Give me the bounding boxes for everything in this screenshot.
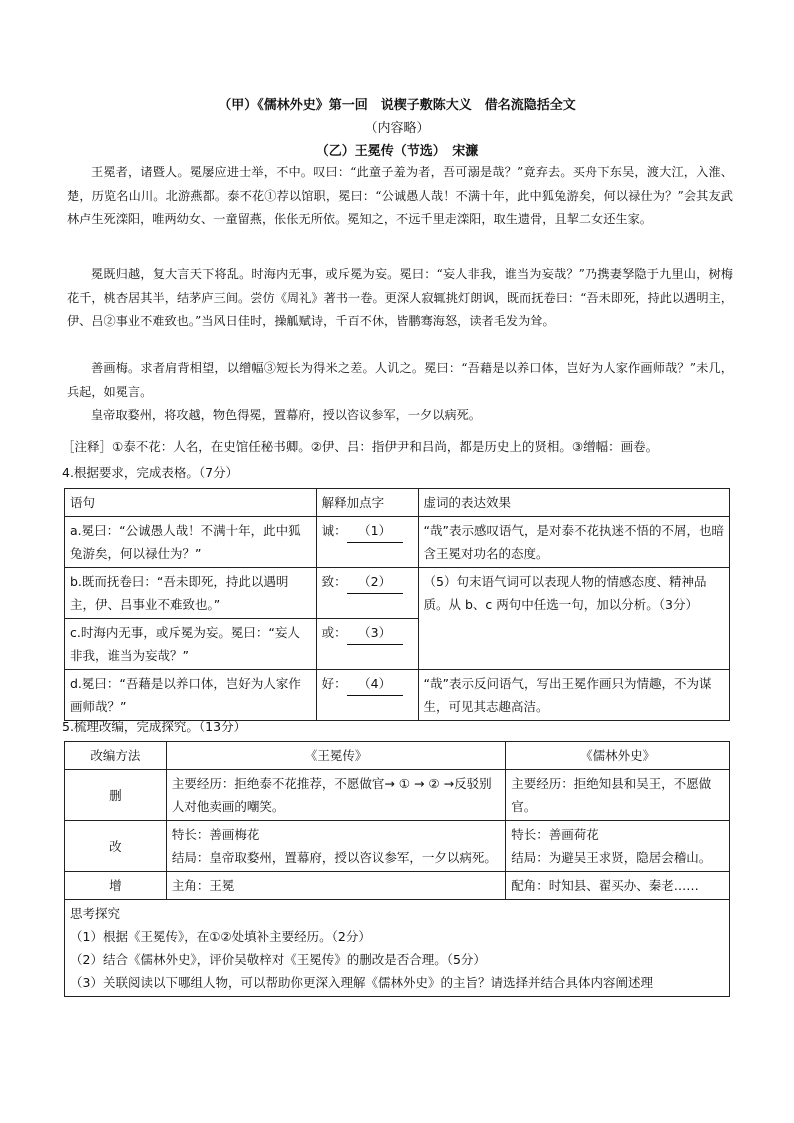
- rulin-add: 配角：时知县、翟买办、秦老……: [506, 872, 730, 900]
- header-wang: 《王冕传》: [166, 742, 505, 770]
- header-effect: 虚词的表达效果: [418, 489, 729, 517]
- sentence-d: d.冕曰：“吾藉是以养口体，岂好为人家作画师哉？”: [65, 670, 317, 721]
- table-header-row: [65, 742, 730, 770]
- header-word: 解释加点字: [316, 489, 418, 517]
- answer-blank-1[interactable]: （1）: [347, 519, 403, 543]
- method-add: 增: [65, 872, 167, 900]
- answer-blank-2[interactable]: （2）: [347, 570, 403, 594]
- word-cell-a: [316, 517, 418, 568]
- table-row: [65, 670, 730, 721]
- wang-add: 主角：王冕: [166, 872, 505, 900]
- rulin-change: 特长：善画荷花 结局：为避吴王求贤，隐居会稽山。: [506, 821, 730, 872]
- think-cell: [65, 900, 730, 997]
- word-label: 致：: [321, 574, 347, 589]
- question-4-heading: 4.根据要求，完成表格。（7分）: [62, 465, 239, 480]
- table-row: [65, 821, 730, 872]
- effect-d: “哉”表示反问语气，写出王冕作画只为情趣，不为谋生，可见其志趣高洁。: [418, 670, 729, 721]
- passage-paragraph-3: 善画梅。求者肩背相望，以缯幅③短长为得米之差。人讥之。冕曰：“吾藉是以养口体，岂好为人家作画师哉？”未几，兵起，如冕言。: [67, 361, 733, 399]
- passage-paragraph-4: 皇帝取婺州，将攻越，物色得冕，置幕府，授以咨议参军，一夕以病死。: [91, 408, 481, 422]
- question-5-table: [64, 741, 730, 997]
- wang-delete[interactable]: 主要经历：拒绝泰不花推荐，不愿做官→ ① → ② →反驳别人对他卖画的嘲笑。: [166, 770, 505, 821]
- method-change: 改: [65, 821, 167, 872]
- header-rulin: 《儒林外史》: [506, 742, 730, 770]
- method-delete: 删: [65, 770, 167, 821]
- think-item-3: （3）关联阅读以下哪组人物，可以帮助你更深入理解《儒林外史》的主旨？请选择并结合具体内容阐述理: [70, 975, 653, 990]
- word-label: 好：: [321, 676, 347, 691]
- word-label: 诚：: [321, 523, 347, 538]
- header-sentence: 语句: [65, 489, 317, 517]
- rulin-delete: 主要经历：拒绝知县和吴王，不愿做官。: [506, 770, 730, 821]
- sentence-c: c.时海内无事，或斥冕为妄。冕曰：“妄人非我，谁当为妄哉？”: [65, 619, 317, 670]
- word-cell-b: [316, 568, 418, 619]
- answer-blank-3[interactable]: （3）: [347, 621, 403, 645]
- answer-blank-4[interactable]: （4）: [347, 672, 403, 696]
- think-item-1: （1）根据《王冕传》，在①②处填补主要经历。（2分）: [70, 929, 371, 944]
- question-4-table: [64, 488, 730, 721]
- word-label: 或：: [321, 625, 347, 640]
- table-row: [65, 770, 730, 821]
- table-row: [65, 517, 730, 568]
- effect-a: “哉”表示感叹语气，是对泰不花执迷不悟的不屑，也暗含王冕对功名的态度。: [418, 517, 729, 568]
- table-header-row: [65, 489, 730, 517]
- think-title: 思考探究: [70, 906, 121, 921]
- wang-change: 特长：善画梅花 结局：皇帝取婺州，置幕府，授以咨议参军，一夕以病死。: [166, 821, 505, 872]
- omitted-note: （内容略）: [364, 121, 430, 136]
- sentence-a: a.冕曰：“公诚愚人哉！不满十年，此中狐兔游矣，何以禄仕为？”: [65, 517, 317, 568]
- word-cell-d: [316, 670, 418, 721]
- table-row: [65, 568, 730, 619]
- sentence-b: b.既而抚卷曰：“吾未即死，持此以遇明主，伊、吕事业不难致也。”: [65, 568, 317, 619]
- passage-paragraph-2: 冕既归越，复大言天下将乱。时海内无事，或斥冕为妄。冕曰：“妄人非我，谁当为妄哉？”乃携妻孥隐于九里山，树梅花千，桃杏居其半，结茅庐三间。尝仿《周礼》著书一卷。更深人寂辄挑灯朗讽，既而抚卷曰：“吾未即死，持此以遇明主，伊、吕②事业不难致也。”当风日佳时，操觚赋诗，千百不休，皆鹏骞海怒，读者毛发为耸。: [67, 267, 733, 328]
- word-cell-c: [316, 619, 418, 670]
- header-method: 改编方法: [65, 742, 167, 770]
- annotation-notes: ［注释］①泰不花：人名，在史馆任秘书卿。②伊、吕：指伊尹和吕尚，都是历史上的贤相。③缯幅：画卷。: [62, 439, 659, 454]
- effect-bc[interactable]: （5）句末语气词可以表现人物的情感态度、精神品质。从 b、c 两句中任选一句，加以分析。（3分）: [418, 568, 729, 670]
- title-jia: （甲）《儒林外史》第一回 说楔子敷陈大义 借名流隐括全文: [218, 98, 576, 113]
- table-row: [65, 872, 730, 900]
- title-yi: （乙）王冕传（节选） 宋濂: [315, 144, 479, 159]
- question-5-heading: 5.梳理改编，完成探究。（13分）: [62, 719, 247, 734]
- passage-paragraph-1: 王冕者，诸暨人。冕屡应进士举，不中。叹曰：“此童子羞为者，吾可溺是哉？”竟弃去。买舟下东吴，渡大江，入淮、楚，历览名山川。北游燕都。泰不花①荐以馆职，冕曰：“公诚愚人哉！不满十年，此中狐兔游矣，何以禄仕为？”会其友武林卢生死滦阳，唯两幼女、一童留燕，伥伥无所依。冕知之，不远千里走滦阳，取生遗骨，且挈二女还生家。: [67, 165, 733, 226]
- table-row: [65, 900, 730, 997]
- think-item-2: （2）结合《儒林外史》，评价吴敬梓对《王冕传》的删改是否合理。（5分）: [70, 952, 486, 967]
